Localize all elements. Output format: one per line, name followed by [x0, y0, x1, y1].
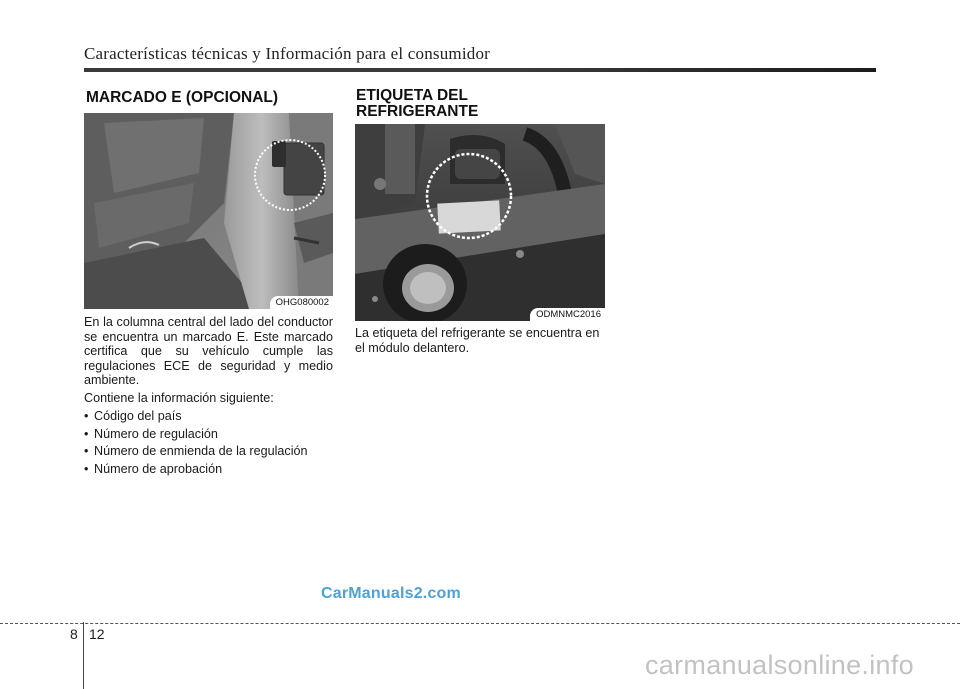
e-marking-photo [84, 113, 333, 309]
coolant-label-photo [355, 124, 605, 321]
watermark-bottom: carmanualsonline.info [645, 650, 914, 680]
page-header-title: Características técnicas y Información para el consumidor [84, 44, 491, 63]
list-item: • Número de enmienda de la regulación [84, 444, 333, 459]
footer-dashed-rule [0, 623, 960, 624]
list-item: • Número de regulación [84, 427, 333, 442]
section-title-coolant-label [356, 88, 478, 120]
photo-caption-coolant-label: ODMNMC2016 [530, 308, 605, 321]
coolant-label-text-block [355, 326, 605, 355]
footer-vertical-divider [83, 622, 84, 689]
e-marking-text-block [84, 315, 333, 477]
watermark-top[interactable]: CarManuals2.com [321, 585, 461, 602]
car-pillar-illustration [84, 113, 333, 309]
e-marking-paragraph: En la columna central del lado del conductor se encuentra un marcado E. Este marcado certifica que su vehículo cumple las regulaciones ECE de seguridad y medio ambiente. [84, 315, 333, 388]
list-item: • Número de aprobación [84, 462, 333, 477]
list-item: • Código del país [84, 409, 333, 424]
engine-bay-illustration [355, 124, 605, 321]
e-marking-intro: Contiene la información siguiente: [84, 390, 274, 405]
header-rule [84, 68, 876, 72]
e-marking-bullet-list [84, 409, 333, 477]
photo-caption-e-marking: OHG080002 [270, 296, 333, 309]
section-title-line1: ETIQUETA DEL [356, 87, 468, 104]
coolant-label-paragraph: La etiqueta del refrigerante se encuentra en el módulo delantero. [355, 326, 600, 355]
chapter-number: 8 [70, 626, 78, 642]
section-title-line2: REFRIGERANTE [356, 103, 479, 120]
section-title-e-marking: MARCADO E (OPCIONAL) [86, 89, 279, 106]
page-number: 12 [89, 626, 105, 642]
